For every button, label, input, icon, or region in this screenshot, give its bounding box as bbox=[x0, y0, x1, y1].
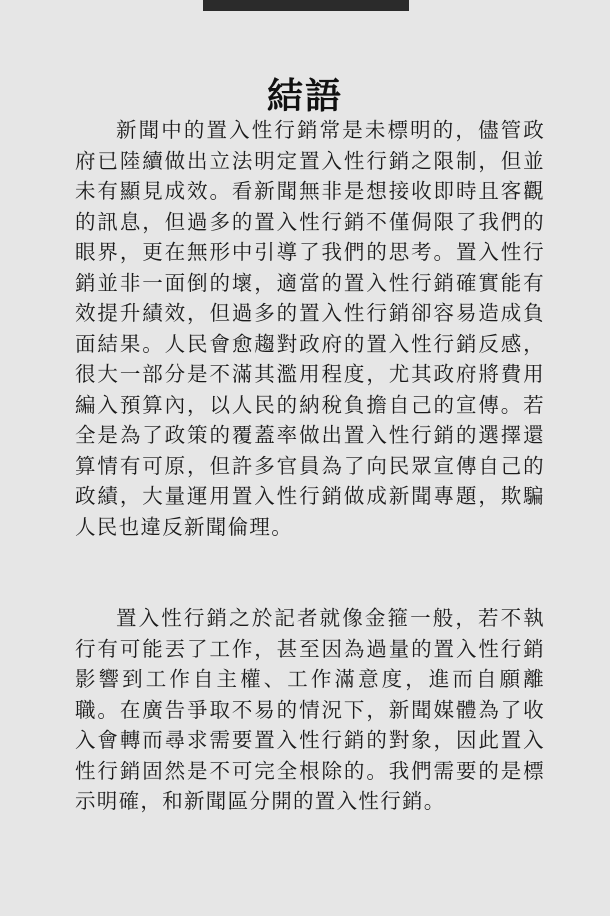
body-paragraph-1: 新聞中的置入性行銷常是未標明的，儘管政府已陸續做出立法明定置入性行銷之限制，但並未有顯見成效。看新聞無非是想接收即時且客觀的訊息，但過多的置入性行銷不僅侷限了我們的眼界，更在無形中引導了我們的思考。置入性行銷並非一面倒的壞，適當的置入性行銷確實能有效提升績效，但過多的置入性行銷卻容易造成負面結果。人民會愈趨對政府的置入性行銷反感，很大一部分是不滿其濫用程度，尤其政府將費用編入預算內，以人民的納稅負擔自己的宣傳。若全是為了政策的覆蓋率做出置入性行銷的選擇還算情有可原，但許多官員為了向民眾宣傳自己的政績，大量運用置入性行銷做成新聞專題，欺騙人民也違反新聞倫理。 bbox=[75, 118, 545, 539]
body-paragraph-2: 置入性行銷之於記者就像金箍一般，若不執行有可能丟了工作，甚至因為過量的置入性行銷影響到工作自主權、工作滿意度，進而自願離職。在廣告爭取不易的情況下，新聞媒體為了收入會轉而尋求需要置入性行銷的對象，因此置入性行銷固然是不可完全根除的。我們需要的是標示明確，和新聞區分開的置入性行銷。 bbox=[75, 606, 545, 813]
page-title: 結語 bbox=[266, 76, 343, 118]
top-header-bar bbox=[203, 0, 409, 11]
